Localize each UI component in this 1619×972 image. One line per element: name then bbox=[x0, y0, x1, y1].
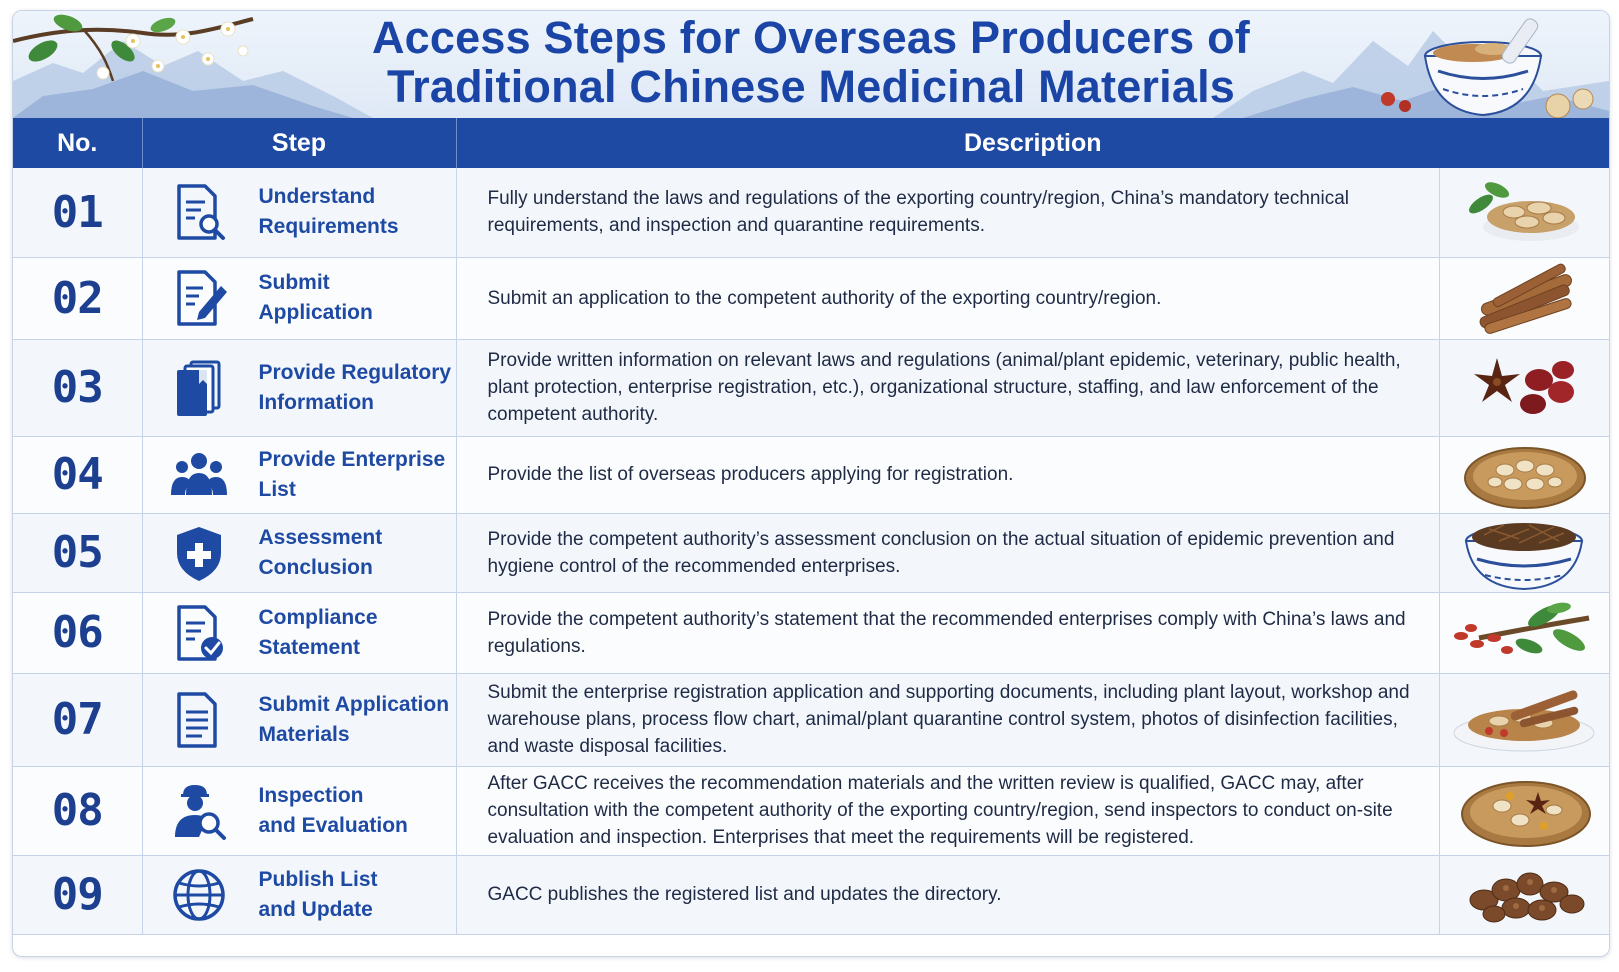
step-label bbox=[259, 182, 399, 242]
root-sticks-image bbox=[1439, 257, 1609, 339]
step-number: 05 bbox=[13, 513, 142, 592]
dried-seeds-pile-image bbox=[1439, 855, 1609, 934]
table-row bbox=[13, 766, 1609, 855]
step-description: Provide the competent authority’s statement that the recommended enterprises comply with China’s laws and regulations. bbox=[456, 592, 1439, 673]
step-label-line-1: Compliance bbox=[258, 605, 378, 629]
step-label-line-2: Application bbox=[258, 301, 373, 324]
step-description: Provide the competent authority’s assessment conclusion on the actual situation of epidemic prevention and hygiene control of the recommended enterprises. bbox=[456, 513, 1439, 592]
step-number: 03 bbox=[13, 339, 142, 436]
table-row bbox=[13, 513, 1609, 592]
step-description: Provide the list of overseas producers applying for registration. bbox=[456, 436, 1439, 513]
step-cell bbox=[142, 855, 456, 934]
step-description: Provide written information on relevant laws and regulations (animal/plant epidemic, veterinary, public health, plant protection, enterprise registration, etc.), organizational structure, staffing, and law enforcement of the competent authority. bbox=[456, 339, 1439, 436]
shield-plus-icon bbox=[169, 523, 229, 583]
step-cell bbox=[142, 766, 456, 855]
document-check-icon bbox=[169, 603, 229, 663]
step-number: 04 bbox=[13, 436, 142, 513]
header-no: No. bbox=[13, 118, 142, 168]
step-label bbox=[259, 523, 383, 583]
step-number: 07 bbox=[13, 673, 142, 766]
step-label-line-2: Information bbox=[258, 390, 374, 414]
step-label bbox=[259, 358, 452, 418]
step-description: Fully understand the laws and regulations of the exporting country/region, China’s mandatory technical requirements, and inspection and quarantine requirements. bbox=[456, 168, 1439, 257]
step-cell bbox=[142, 673, 456, 766]
step-label-line-2: List bbox=[258, 477, 296, 501]
table-row bbox=[13, 436, 1609, 513]
documents-stack-icon bbox=[169, 358, 229, 418]
step-description: GACC publishes the registered list and updates the directory. bbox=[456, 855, 1439, 934]
table-row bbox=[13, 592, 1609, 673]
table-header-row bbox=[13, 118, 1609, 168]
inspector-magnifier-icon bbox=[169, 781, 229, 841]
star-anise-jujube-image bbox=[1439, 339, 1609, 436]
document-search-icon bbox=[169, 182, 229, 242]
step-cell bbox=[142, 436, 456, 513]
step-cell bbox=[142, 168, 456, 257]
step-number: 06 bbox=[13, 592, 142, 673]
step-description: Submit an application to the competent authority of the exporting country/region. bbox=[456, 257, 1439, 339]
step-label-line-1: Submit bbox=[258, 271, 330, 294]
step-cell bbox=[142, 339, 456, 436]
table-row bbox=[13, 257, 1609, 339]
table-row bbox=[13, 168, 1609, 257]
step-description: After GACC receives the recommendation materials and the written review is qualified, GACC may, after consultation with the competent authority of the exporting country/region, send inspectors to conduct on-site evaluation and inspection. Enterprises that meet the requirements will be registered. bbox=[456, 766, 1439, 855]
step-label-line-1: Inspection bbox=[258, 783, 364, 807]
step-label-line-1: Submit Application bbox=[258, 692, 450, 716]
title-line-1: Access Steps for Overseas Producers of bbox=[371, 12, 1250, 63]
document-lines-icon bbox=[169, 690, 229, 750]
step-label bbox=[259, 690, 450, 750]
step-label-line-1: Provide Regulatory bbox=[258, 360, 452, 384]
steps-table bbox=[13, 118, 1609, 935]
step-label bbox=[259, 781, 408, 841]
step-label-line-1: Understand bbox=[258, 185, 376, 209]
step-label bbox=[259, 865, 378, 925]
title-banner bbox=[13, 11, 1609, 118]
header-description: Description bbox=[456, 118, 1609, 168]
step-label-line-1: Provide Enterprise bbox=[258, 447, 446, 471]
mixed-herbs-plate-image bbox=[1439, 673, 1609, 766]
step-label bbox=[259, 268, 373, 328]
step-label bbox=[259, 445, 446, 505]
table-row bbox=[13, 673, 1609, 766]
step-cell bbox=[142, 257, 456, 339]
step-label-line-2: Materials bbox=[258, 722, 350, 746]
step-label bbox=[259, 603, 378, 663]
herb-mix-basket-image bbox=[1439, 766, 1609, 855]
sliced-herb-bowl-image bbox=[1439, 168, 1609, 257]
step-number: 01 bbox=[13, 168, 142, 257]
step-number: 08 bbox=[13, 766, 142, 855]
step-number: 02 bbox=[13, 257, 142, 339]
herb-slices-basket-image bbox=[1439, 436, 1609, 513]
table-row bbox=[13, 855, 1609, 934]
document-pen-icon bbox=[169, 268, 229, 328]
goji-berries-leaves-image bbox=[1439, 592, 1609, 673]
step-label-line-2: and Evaluation bbox=[258, 813, 408, 837]
step-label-line-1: Publish List bbox=[258, 867, 378, 891]
step-label-line-2: Requirements bbox=[258, 215, 399, 239]
page-frame bbox=[12, 10, 1610, 957]
step-label-line-2: Conclusion bbox=[258, 555, 373, 579]
title-line-2: Traditional Chinese Medicinal Materials bbox=[386, 61, 1236, 112]
step-number: 09 bbox=[13, 855, 142, 934]
step-cell bbox=[142, 592, 456, 673]
header-step: Step bbox=[142, 118, 456, 168]
step-description: Submit the enterprise registration application and supporting documents, including plant layout, workshop and warehouse plans, process flow chart, animal/plant quarantine control system, photos of disinfection facilities, and waste disposal facilities. bbox=[456, 673, 1439, 766]
step-label-line-2: Statement bbox=[258, 635, 361, 659]
step-label-line-2: and Update bbox=[258, 897, 373, 921]
people-group-icon bbox=[169, 445, 229, 505]
step-cell bbox=[142, 513, 456, 592]
herb-porcelain-bowl-image bbox=[1439, 513, 1609, 592]
page-title bbox=[13, 13, 1609, 111]
table-row bbox=[13, 339, 1609, 436]
step-label-line-1: Assessment bbox=[258, 525, 383, 549]
globe-icon bbox=[169, 865, 229, 925]
